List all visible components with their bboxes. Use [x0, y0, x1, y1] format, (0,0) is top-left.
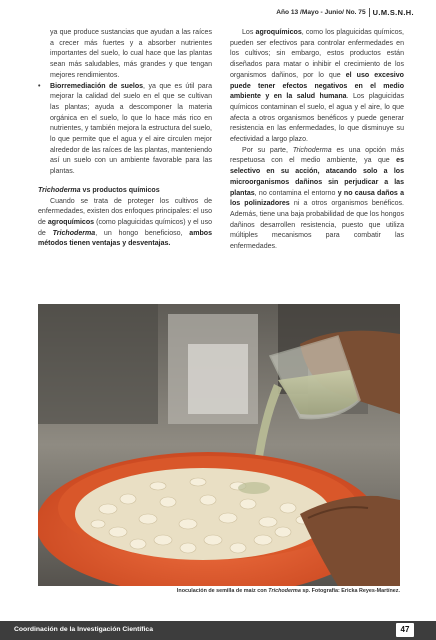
bullet-mark: •	[38, 82, 41, 90]
bullet-text: , ya que es útil para mejorar la calidad del suelo en el que se cultivan las plantas; ayuda a descomponer la materia orgánica en el suelo, lo que lo hace más rico en nutrientes, y también mejora la estructura del suelo, lo que permite que el agua y el aire circulen mejor alrededor de las raíces de las plantas, manteniendo así un suelo con un ambiente favorable para las plantas.	[50, 82, 212, 176]
issue-info: Año 13 /Mayo - Junio/ No. 75	[276, 9, 366, 16]
header-separator	[369, 8, 370, 17]
photo-caption: Inoculación de semilla de maíz con Trichoderma sp. Fotografía: Ericka Reyes-Martínez.	[176, 588, 400, 594]
photo-illustration	[38, 304, 400, 586]
institution-name: U.M.S.N.H.	[372, 8, 414, 17]
left-paragraph-2: Cuando se trata de proteger los cultivos de enfermedades, existen dos enfoques principales: el uso de agroquímicos (como plaguicidas químicos) y el uso de Trichoderma, un hongo beneficioso, ambos métodos tienen ventajas y desventajas.	[38, 197, 213, 248]
bullet-biorremediacion	[38, 82, 212, 178]
right-paragraph-2: Por su parte, Trichoderma es una opción más respetuosa con el medio ambiente, ya que es selectivo en su acción, atacando solo a los microorganismos dañinos sin perjudicar a las plantas, no contamina el entorno y no causa daños a los polinizadores ni a otros organismos benéficos. Además, tiene una baja probabilidad de que los hongos dañinos desarrollen resistencia, puesto que utiliza múltiples mecanismos para combatir las enfermedades.	[230, 146, 405, 251]
footer-text: Coordinación de la Investigación Científica	[14, 626, 153, 633]
bullet-title: Biorremediación de suelos	[50, 82, 144, 90]
page-number: 47	[396, 623, 414, 637]
page-footer	[0, 621, 436, 640]
page-header	[276, 8, 414, 17]
section-title: Trichoderma vs productos químicos	[38, 186, 160, 194]
article-photo	[38, 304, 400, 586]
right-column	[230, 28, 404, 253]
left-column	[38, 28, 212, 250]
right-paragraph-1: Los agroquímicos, como los plaguicidas químicos, pueden ser efectivos para controlar enfermedades en los cultivos; sin embargo, estos productos están diseñados para matar o inhibir el crecimiento de los organismos dañinos, por lo que el uso excesivo puede tener efectos negativos en el medio ambiente y en la salud humana. Los plaguicidas químicos contaminan el suelo, el agua y el aire, lo que afecta a otros organismos benéficos y puede generar resistencia en las enfermedades, lo que disminuye su efectividad a largo plazo.	[230, 29, 404, 144]
left-paragraph-1: ya que produce sustancias que ayudan a las raíces a crecer más fuertes y a absorber nutrientes importantes del suelo, lo cual hace que las plantas sean más saludables, más grandes y que tengan mejores rendimientos.	[50, 29, 212, 79]
